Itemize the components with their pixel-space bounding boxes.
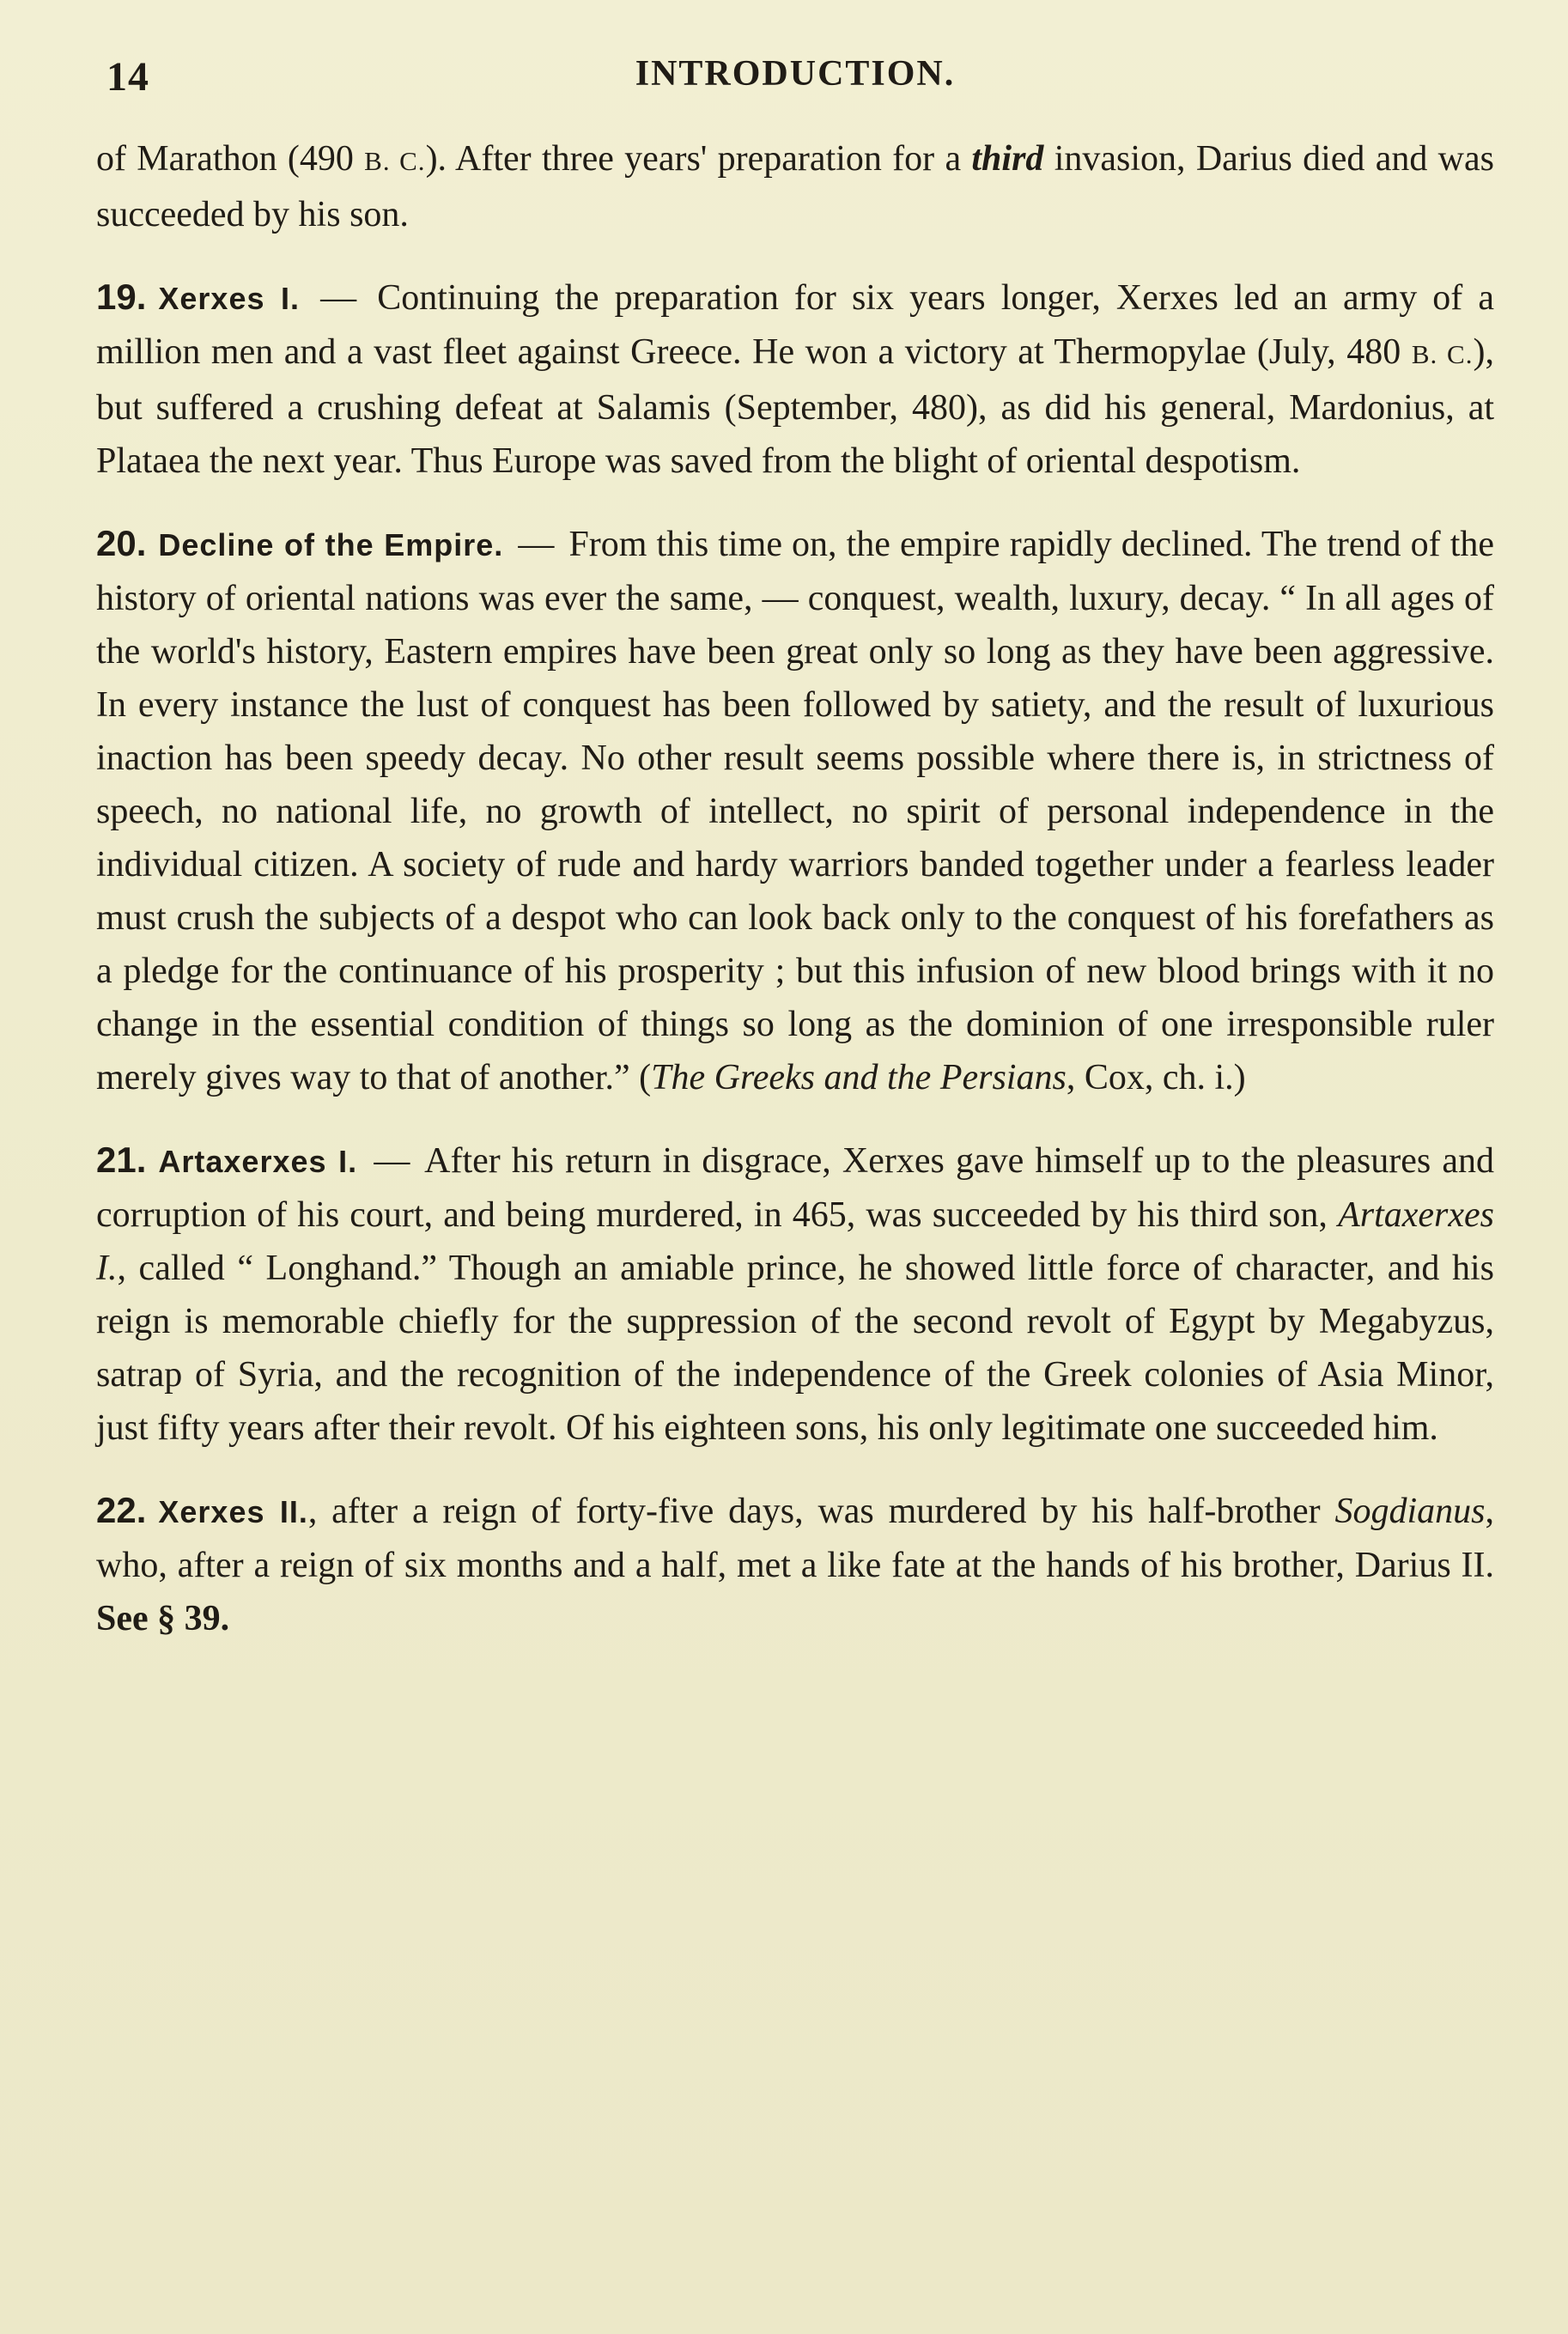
section-text: ), but suffered a crushing defeat at Salamis (September, 480), as did his general, Mardonius, at Plataea the next year. Thus Europe was saved from the blight of oriental despotism.: [96, 332, 1494, 481]
cross-reference: See § 39.: [96, 1599, 230, 1638]
era-label: B. C.: [1411, 339, 1474, 369]
ruler-name: Sogdianus: [1334, 1492, 1486, 1531]
continuation-text: ). After three years' preparation for a: [425, 139, 972, 179]
section-heading: Decline of the Empire.: [158, 527, 504, 562]
section-number: 21.: [96, 1140, 147, 1180]
section-21: [96, 1134, 1494, 1455]
section-text: After his return in disgrace, Xerxes gave himself up to the pleasures and corruption of his court, and being murdered, in 465, was succeeded by his third son,: [96, 1141, 1495, 1235]
page-body: [96, 132, 1494, 1645]
section-heading: Xerxes II.: [158, 1494, 308, 1529]
heading-dash: —: [518, 525, 555, 564]
heading-dash: —: [374, 1141, 410, 1181]
page-number: 14: [106, 54, 149, 100]
page-header: [96, 50, 1494, 108]
section-20: [96, 517, 1494, 1104]
section-heading: Xerxes I.: [158, 281, 301, 316]
section-text: From this time on, the empire rapidly declined. The trend of the history of oriental nations was ever the same, — conquest, wealth, luxury, decay. “ In all ages of the world's history, Eastern empires have been great only so long as they have been aggressive. In every instance the lust of conquest has been followed by satiety, and the result of luxurious inaction has been speedy decay. No other result seems possible where there is, in strictness of speech, no national life, no growth of intellect, no spirit of personal independence in the individual citizen. A society of rude and hardy warriors banded together under a fearless leader must crush the subjects of a despot who can look back only to the conquest of his forefathers as a pledge for the continuance of his prosperity ; but this infusion of new blood brings with it no change in the essential condition of things so long as the dominion of one irresponsible ruler merely gives way to that of another.” (: [96, 525, 1495, 1097]
emphasis-third: third: [971, 139, 1044, 179]
heading-dash: —: [320, 278, 357, 318]
ruler-name: Artaxerxes I.: [96, 1195, 1494, 1288]
era-label: B. C.: [364, 146, 426, 176]
section-22: [96, 1484, 1494, 1645]
section-number: 22.: [96, 1490, 147, 1530]
continuation-paragraph: [96, 132, 1494, 241]
section-text: , who, after a reign of six months and a half, met a like fate at the hands of his brother, Darius II.: [96, 1492, 1494, 1585]
continuation-text: invasion, Darius died and was succeeded by his son.: [96, 139, 1494, 234]
section-heading: Artaxerxes I.: [158, 1144, 358, 1179]
section-text: , after a reign of forty-five days, was murdered by his half-brother: [307, 1492, 1335, 1531]
section-text: , called “ Longhand.” Though an amiable prince, he showed little force of character, and his reign is memorable chiefly for the suppression of the second revolt of Egypt by Megabyzus, satrap of Syria, and the recognition of the independence of the Greek colonies of Asia Minor, just fifty years after their revolt. Of his eighteen sons, his only legitimate one succeeded him.: [96, 1249, 1494, 1448]
section-number: 20.: [96, 523, 147, 563]
section-text: , Cox, ch. i.): [1066, 1058, 1246, 1097]
section-text: Continuing the preparation for six years longer, Xerxes led an army of a million men and a vast fleet against Greece. He won a victory at Thermopylae (July, 480: [96, 278, 1494, 372]
running-head: INTRODUCTION.: [635, 54, 956, 94]
cited-work-title: The Greeks and the Persians: [651, 1058, 1067, 1097]
section-19: [96, 270, 1494, 488]
continuation-text: of Marathon (490: [96, 139, 365, 179]
section-number: 19.: [96, 277, 147, 317]
